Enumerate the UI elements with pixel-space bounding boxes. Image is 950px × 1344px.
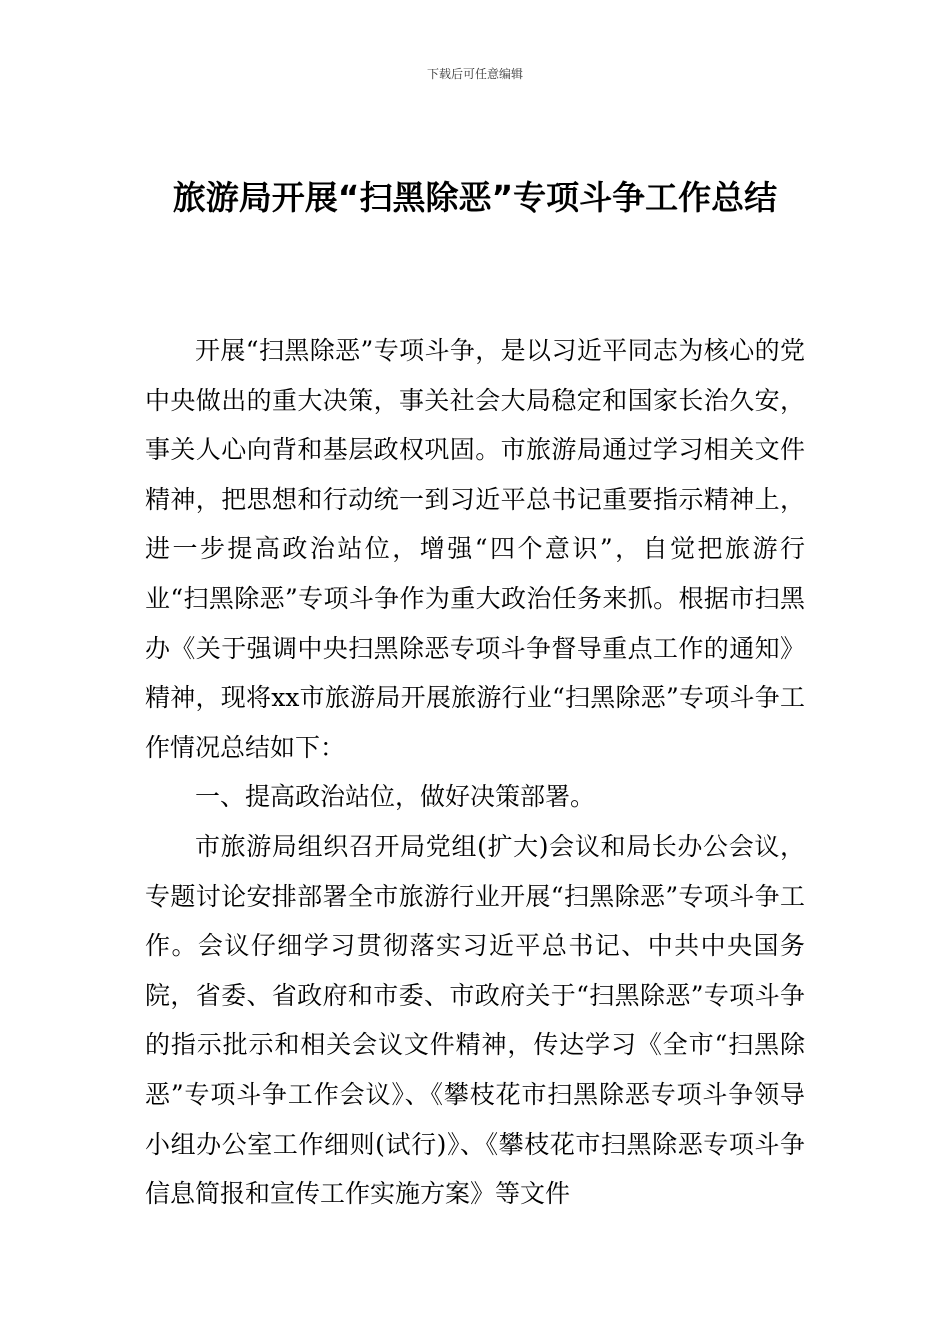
- document-body: [145, 326, 805, 1219]
- header-note: 下载后可任意编辑: [426, 67, 523, 81]
- document-title: 旅游局开展“扫黑除恶”专项斗争工作总结: [172, 178, 778, 217]
- paragraph-meeting: 市旅游局组织召开局党组(扩大)会议和局长办公会议，专题讨论安排部署全市旅游行业开展“扫黑除恶”专项斗争工作。会议仔细学习贯彻落实习近平总书记、中共中央国务院，省委、省政府和市委、市政府关于“扫黑除恶”专项斗争的指示批示和相关会议文件精神，传达学习《全市“扫黑除恶”专项斗争工作会议》、《攀枝花市扫黑除恶专项斗争领导小组办公室工作细则(试行)》、《攀枝花市扫黑除恶专项斗争信息简报和宣传工作实施方案》等文件: [145, 831, 805, 1209]
- paragraph-intro: 开展“扫黑除恶”专项斗争，是以习近平同志为核心的党中央做出的重大决策，事关社会大局稳定和国家长治久安，事关人心向背和基层政权巩固。市旅游局通过学习相关文件精神，把思想和行动统一到习近平总书记重要指示精神上，进一步提高政治站位，增强“四个意识”，自觉把旅游行业“扫黑除恶”专项斗争作为重大政治任务来抓。根据市扫黑办《关于强调中央扫黑除恶专项斗争督导重点工作的通知》精神，现将xx市旅游局开展旅游行业“扫黑除恶”专项斗争工作情况总结如下：: [145, 336, 805, 762]
- paragraph-section-heading: 一、提高政治站位，做好决策部署。: [195, 782, 596, 812]
